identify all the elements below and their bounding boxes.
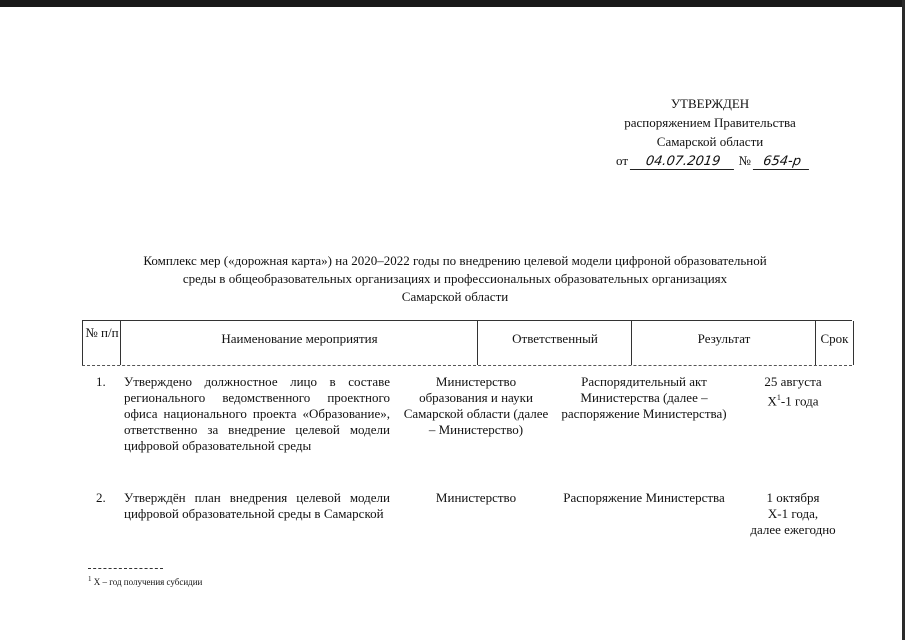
approval-stamp (560, 94, 860, 170)
footnote-divider (88, 568, 163, 569)
row-term-year: $X^1-1$ года (767, 393, 819, 409)
row-term (738, 490, 848, 538)
approval-region: Самарской области (656, 134, 764, 149)
handwritten-number: 654-р (753, 154, 811, 170)
header-responsible: Ответственный (477, 321, 632, 365)
row-responsible: Министерство образования и науки Самарской области (далее – Министерство) (403, 374, 549, 437)
scan-edge-top (0, 0, 905, 7)
footnote-text: Х – год получения субсидии (91, 577, 203, 587)
row-number: 1. (96, 374, 106, 389)
header-num: № п/п (82, 321, 121, 365)
header-result: Результат (631, 321, 816, 365)
row-term (738, 374, 848, 409)
footnote-mark: 1 (88, 575, 92, 583)
approval-by: распоряжением Правительства (624, 115, 796, 130)
row-result: Распоряжение Министерства (563, 490, 725, 505)
row-responsible: Министерство (435, 490, 517, 505)
approval-date-line (560, 151, 860, 170)
row-result: Распорядительный акт Министерства (далее – распоряжение Министерства) (561, 374, 727, 421)
document-title (80, 252, 830, 306)
title-line-1: Комплекс мер («дорожная карта») на 2020–2022 годы по внедрению целевой модели цифроной образовательной (143, 253, 767, 268)
header-name: Наименование мероприятия (120, 321, 478, 365)
approval-from-label: от (616, 153, 629, 168)
footnote (88, 574, 202, 588)
row-term-date: 25 августа (764, 374, 822, 389)
row-term-extra: далее ежегодно (750, 522, 836, 537)
row-number: 2. (96, 490, 106, 505)
footnote-ref: 1 (776, 393, 781, 402)
row-activity: Утверждён план внедрения целевой модели цифровой образовательной среды в Самарской (124, 490, 390, 521)
row-term-date: 1 октября (766, 490, 820, 505)
row-activity: Утверждено должностное лицо в составе регионального ведомственного проектного офиса национального проекта «Образование», ответственно за внедрение целевой модели цифровой образовательной среды (124, 374, 390, 453)
row-term-year: X-1 года, (767, 506, 819, 521)
approval-title: УТВЕРЖДЕН (670, 96, 750, 111)
title-line-3: Самарской области (401, 289, 509, 304)
approval-number-label: № (738, 153, 751, 168)
header-term: Срок (815, 321, 854, 365)
title-line-2: среды в общеобразовательных организациях и профессиональных образовательных организациях (182, 271, 728, 286)
handwritten-date: 04.07.2019 (630, 154, 736, 170)
roadmap-table (82, 320, 852, 537)
table-header (82, 320, 852, 366)
